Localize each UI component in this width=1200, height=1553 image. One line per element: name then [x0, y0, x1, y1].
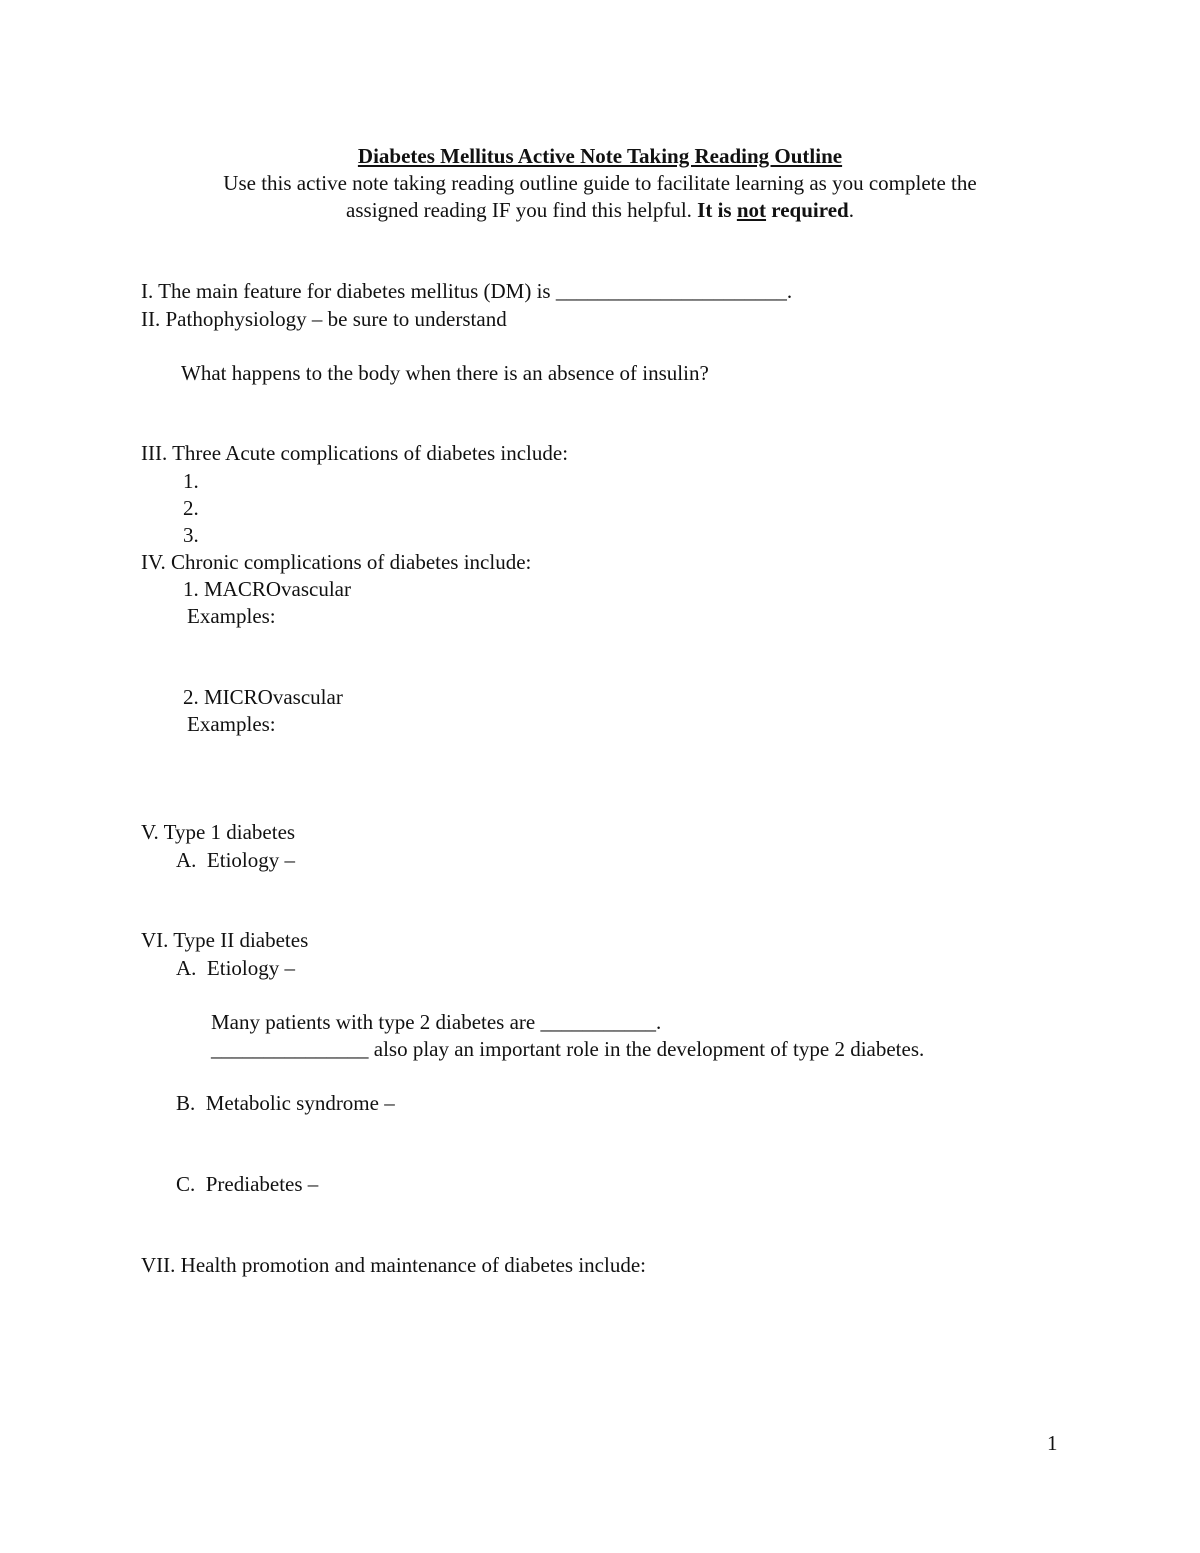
section-iii: III. Three Acute complications of diabetes include:: [141, 441, 569, 465]
document-title: Diabetes Mellitus Active Note Taking Reading Outline: [357, 144, 843, 168]
section-vi-etiology: A. Etiology –: [176, 956, 295, 980]
section-vi-fill-1: Many patients with type 2 diabetes are ___________.: [211, 1010, 662, 1034]
section-vi: VI. Type II diabetes: [141, 928, 309, 952]
section-vi-prediabetes: C. Prediabetes –: [176, 1172, 319, 1196]
section-iv-micro: 2. MICROvascular: [183, 685, 343, 709]
intro-line-2-text: assigned reading IF you find this helpful.: [346, 198, 698, 222]
section-iii-item-2: 2.: [183, 496, 199, 520]
section-v-etiology: A. Etiology –: [176, 848, 295, 872]
section-ii-question: What happens to the body when there is an absence of insulin?: [181, 361, 709, 385]
page-number: 1: [1047, 1431, 1058, 1455]
section-i: I. The main feature for diabetes mellitus (DM) is ______________________.: [141, 279, 793, 303]
section-v: V. Type 1 diabetes: [141, 820, 296, 844]
intro-emphasis-b: required: [766, 198, 849, 222]
section-vii: VII. Health promotion and maintenance of diabetes include:: [141, 1253, 646, 1277]
section-vi-fill-2: _______________ also play an important role in the development of type 2 diabetes.: [211, 1037, 925, 1061]
intro-line-1: Use this active note taking reading outline guide to facilitate learning as you complete the: [223, 171, 977, 195]
intro-period: .: [848, 198, 854, 222]
section-iv-macro-examples: Examples:: [187, 604, 276, 628]
intro-line-2: [0, 200, 1200, 221]
section-iv: IV. Chronic complications of diabetes include:: [141, 550, 532, 574]
intro-emphasis-not: not: [736, 198, 767, 222]
section-iii-item-3: 3.: [183, 523, 199, 547]
intro-emphasis-a: It is: [697, 198, 737, 222]
section-iii-item-1: 1.: [183, 469, 199, 493]
section-iv-micro-examples: Examples:: [187, 712, 276, 736]
section-iv-macro: 1. MACROvascular: [183, 577, 351, 601]
section-vi-metabolic-syndrome: B. Metabolic syndrome –: [176, 1091, 395, 1115]
section-ii: II. Pathophysiology – be sure to understand: [141, 307, 507, 331]
